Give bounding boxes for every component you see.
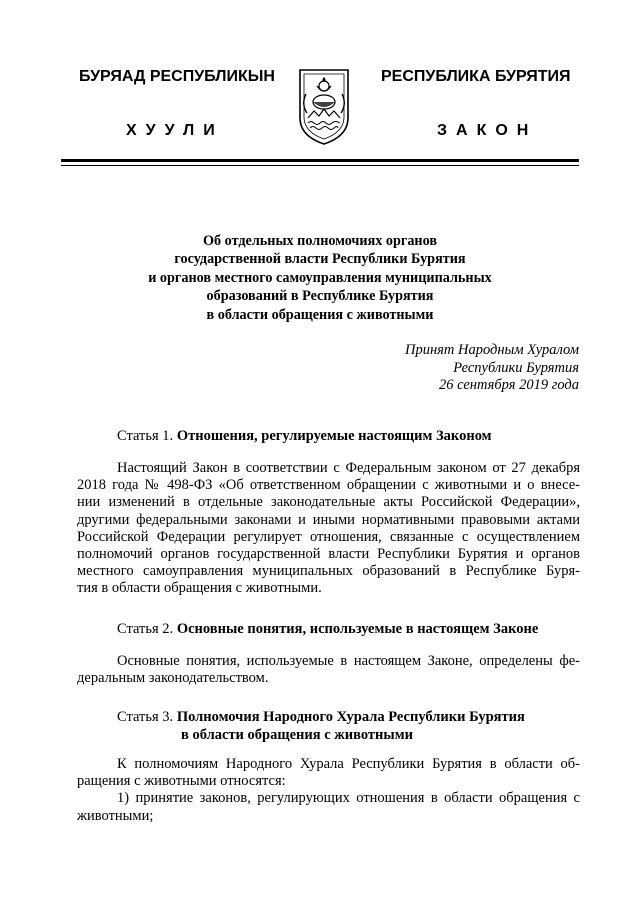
article-title-continuation: в области обращения с животными xyxy=(181,727,413,743)
article-title: Основные понятия, используемые в настоящем Законе xyxy=(176,621,539,637)
adoption-date: 26 сентября 2019 года xyxy=(438,377,579,394)
header-right-doc-type: ЗАКОН xyxy=(437,122,538,139)
text-line: деральным законодательством. xyxy=(77,670,269,687)
adoption-line: Принят Народным Хуралом xyxy=(404,342,579,358)
law-title-line: и органов местного самоуправления муниципальных xyxy=(148,269,492,286)
article-label: Статья 1. xyxy=(117,428,174,444)
text-line: Основные понятия, используемые в настоящем Законе, определены фе- xyxy=(117,653,580,669)
list-item: 1) принятие законов, регулирующих отношения в области обращения с xyxy=(117,790,580,807)
text-line: ращения с животными относятся: xyxy=(77,773,286,790)
article-title: Отношения, регулируемые настоящим Законом xyxy=(176,428,492,444)
text-line: местного самоуправления муниципальных образований в Республике Буря- xyxy=(77,563,580,580)
text-line: полномочий органов государственной власти Республики Бурятия и органов xyxy=(77,546,580,563)
article-3-text xyxy=(77,756,580,825)
header-left-title: БУРЯАД РЕСПУБЛИКЫН xyxy=(79,68,275,85)
article-2-text xyxy=(77,653,580,687)
article-1-heading xyxy=(117,428,492,445)
text-line: животными; xyxy=(77,807,154,824)
header-left-doc-type: ХУУЛИ xyxy=(126,122,224,139)
article-title: Полномочия Народного Хурала Республики Бурятия xyxy=(176,709,525,725)
header-divider-thin xyxy=(61,165,579,166)
adoption-note xyxy=(300,342,579,395)
coat-of-arms-emblem-icon xyxy=(297,66,351,146)
text-line: Настоящий Закон в соответствии с Федеральным законом от 27 декабря xyxy=(117,460,580,476)
text-line: 2018 года № 498-ФЗ «Об ответственном обращении с животными и о внесе- xyxy=(77,477,580,494)
text-line: Российской Федерации регулирует отношения, связанные с осуществлением xyxy=(77,528,580,545)
law-title xyxy=(60,232,580,324)
law-title-line: образований в Республике Бурятия xyxy=(206,288,434,305)
text-line: К полномочиям Народного Хурала Республики Бурятия в области об- xyxy=(117,756,580,772)
text-line: другими федеральными законами и иными нормативными правовыми актами xyxy=(77,511,580,528)
article-2-heading xyxy=(117,621,538,638)
article-label: Статья 2. xyxy=(117,621,174,637)
header-right-title: РЕСПУБЛИКА БУРЯТИЯ xyxy=(381,68,571,85)
article-1-text xyxy=(77,460,580,598)
article-label: Статья 3. xyxy=(117,709,174,725)
text-line: тия в области обращения с животными. xyxy=(77,580,322,597)
law-title-line: государственной власти Республики Бурятия xyxy=(174,251,466,268)
text-line: нии изменений в отдельные законодательные акты Российской Федерации», xyxy=(77,494,580,511)
adoption-line: Республики Бурятия xyxy=(453,359,579,376)
law-title-line: Об отдельных полномочиях органов xyxy=(202,233,438,249)
article-3-heading xyxy=(117,708,525,744)
law-title-line: в области обращения с животными xyxy=(206,306,434,323)
header-divider-thick xyxy=(61,159,579,162)
